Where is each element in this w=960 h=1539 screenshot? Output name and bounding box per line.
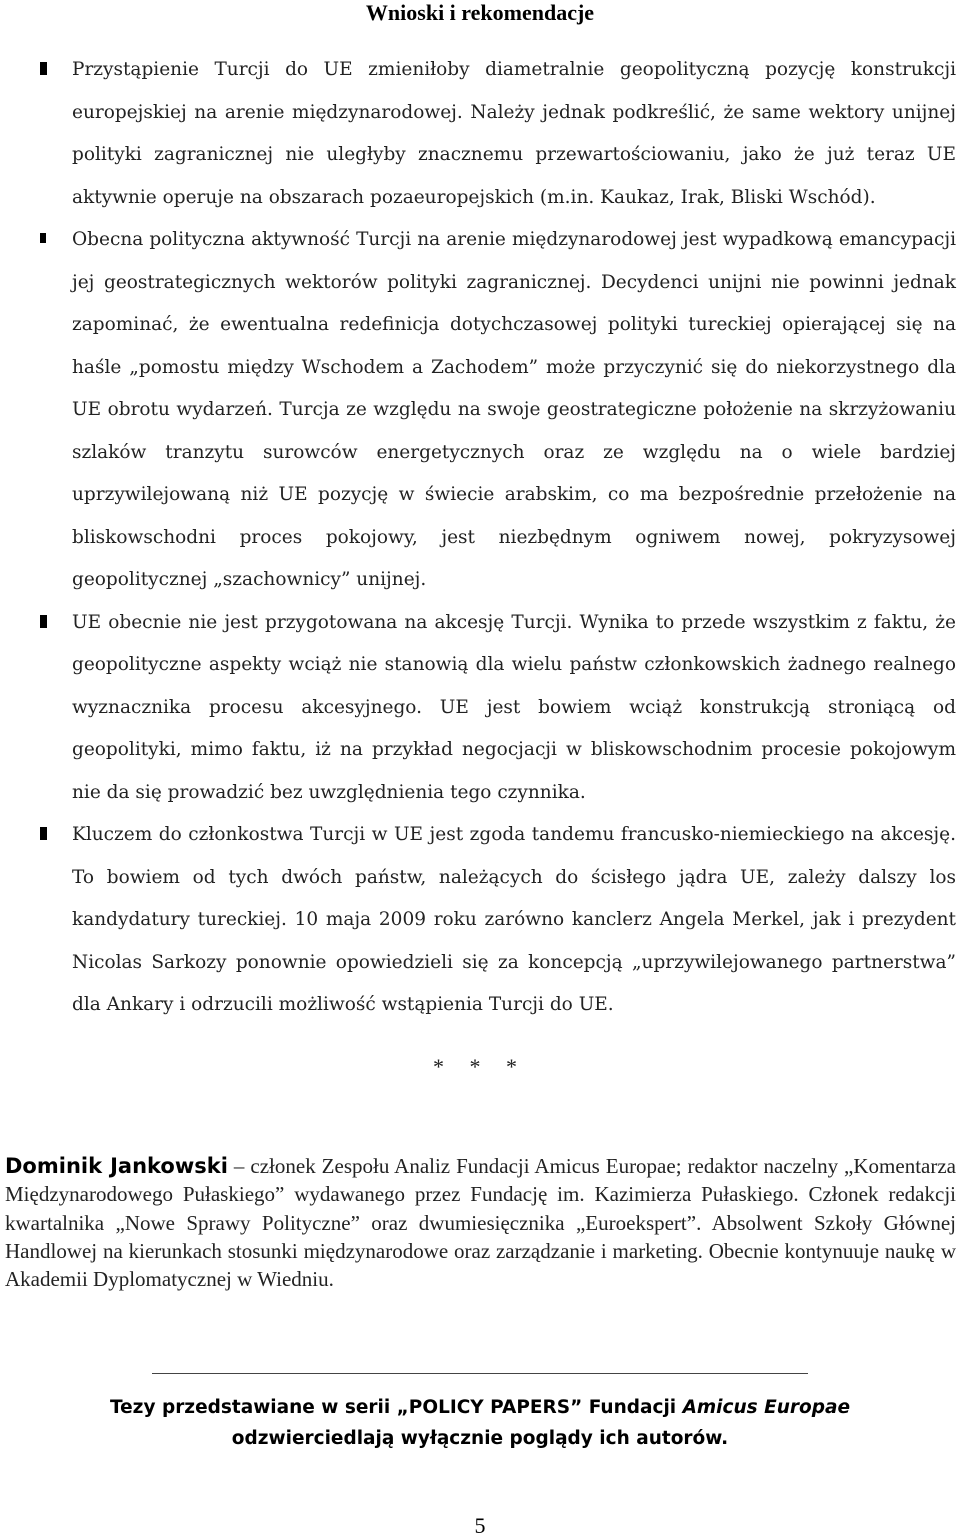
list-item-text: Przystąpienie Turcji do UE zmieniłoby diametralnie geopolityczną pozycję konstrukcji europejskiej na arenie międzynarodowej. Należy jednak podkreślić, że same wektory unijnej polityki zagranicznej nie uległyby znacznemu przewartościowaniu, jako że już teraz UE aktywnie operuje na obszarach pozaeuropejskich (m.in. Kaukaz, Irak, Bliski Wschód). [72,59,956,208]
disclaimer-text: Tezy przedstawiane w serii „POLICY PAPERS” Fundacji [109,1397,683,1418]
list-item [40,814,956,1027]
author-bio [5,1152,956,1293]
list-item [40,49,956,219]
recommendations-list [40,49,956,1027]
list-item-text: UE obecnie nie jest przygotowana na akcesję Turcji. Wynika to przede wszystkim z faktu, że geopolityczne aspekty wciąż nie stanowią dla wielu państw członkowskich żadnego realnego wyznacznika procesu akcesyjnego. UE jest bowiem wciąż konstrukcją stroniącą od geopolityki, mimo faktu, iż na przykład negocjacji w bliskowschodnim procesie pokojowym nie da się prowadzić bez uwzględnienia tego czynnika. [72,611,956,803]
foundation-name: Amicus Europae [682,1397,851,1418]
list-item-text: Obecna polityczna aktywność Turcji na arenie międzynarodowej jest wypadkową emancypacji jej geostrategicznych wektorów polityki zagranicznej. Decydenci unijni nie powinni jednak zapominać, że ewentualna redefinicja dotychczasowej polityki tureckiej opierającej się na haśle „pomostu między Wschodem a Zachodem” może przyczynić się do niekorzystnego dla UE obrotu wydarzeń. Turcja ze względu na swoje geostrategiczne położenie na skrzyżowaniu szlaków tranzytu surowców energetycznych oraz ze względu na o wiele bardziej uprzywilejowaną niż UE pozycję w świecie arabskim, co ma bezpośrednie przełożenie na bliskowschodni proces pokojowy, jest niezbędnym ogniwem nowej, pokryzysowej geopolitycznej „szachownicy” unijnej. [72,229,956,590]
author-name: Dominik Jankowski [5,1154,228,1178]
bullet-icon [40,615,47,628]
section-heading: Wnioski i rekomendacje [365,0,595,25]
author-bio-text: – członek Zespołu Analiz Fundacji Amicus Europae; redaktor naczelny „Komentarza Międzynarodowego Pułaskiego” wydawanego przez Fundację im. Kazimierza Pułaskiego. Członek redakcji kwartalnika „Nowe Sprawy Polityczne” oraz dwumiesięcznika „Euroekspert”. Absolwent Szkoły Głównej Handlowej na kierunkach stosunki międzynarodowe oraz zarządzanie i marketing. Obecnie kontynuuje naukę w Akademii Dyplomatycznej w Wiedniu. [5,1154,956,1292]
bullet-icon [40,233,46,243]
list-item [40,219,956,602]
section-separator: * * * [433,1054,527,1079]
bullet-icon [40,62,47,75]
disclaimer-line-2: odzwierciedlają wyłącznie poglądy ich autorów. [231,1428,729,1449]
list-item-text: Kluczem do członkostwa Turcji w UE jest zgoda tandemu francusko-niemieckiego na akcesję. To bowiem od tych dwóch państw, należących do ścisłego jądra UE, zależy dalszy los kandydatury tureckiej. 10 maja 2009 roku zarówno kanclerz Angela Merkel, jak i prezydent Nicolas Sarkozy ponownie opowiedzieli się za koncepcją „uprzywilejowanego partnerstwa” dla Ankary i odrzucili możliwość wstąpienia Turcji do UE. [72,824,956,1015]
bullet-icon [40,827,47,840]
disclaimer [0,1392,960,1454]
page-number: 5 [474,1513,486,1538]
list-item [40,602,956,815]
disclaimer-line-1 [0,1392,960,1423]
footer-divider [152,1373,808,1374]
